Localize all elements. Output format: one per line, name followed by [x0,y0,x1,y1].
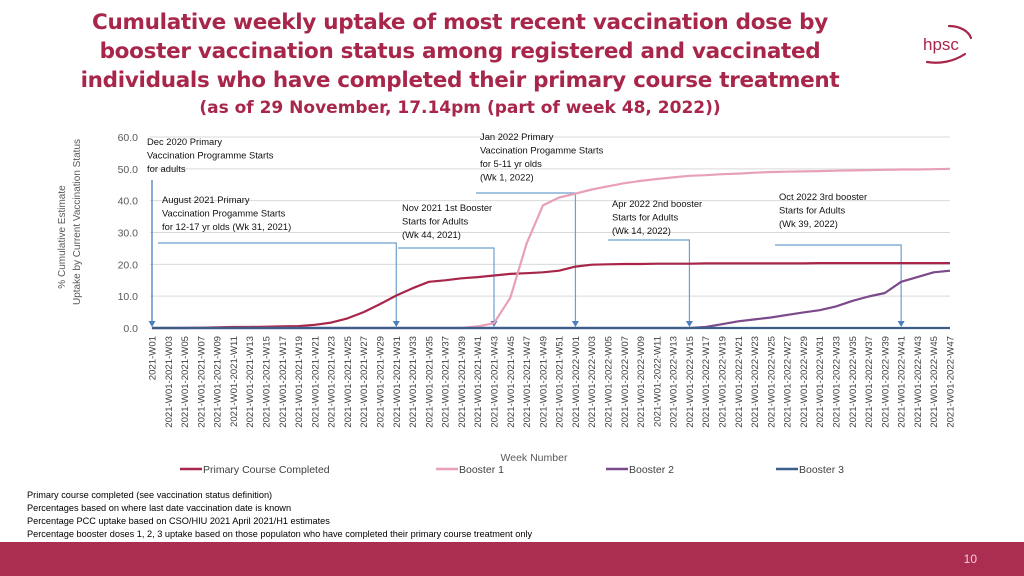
y-axis [118,132,139,335]
x-tick-label: 2021-W01-2022-W37 [864,336,876,428]
y-tick-label: 60.0 [117,132,138,144]
series-line-booster-2 [152,271,950,328]
title-line-3: individuals who have completed their primary course treatment [80,68,840,93]
annotation [775,191,905,327]
annotation-text: for 5-11 yr olds [480,158,542,169]
x-tick-label: 2021-W01-2022-W47 [945,336,957,428]
annotation [476,131,604,327]
x-tick-label: 2021-W01-2022-W03 [587,336,599,428]
annotation [158,194,400,327]
legend-item [776,464,844,476]
x-tick-label: 2021-W01-2021-W21 [310,336,322,428]
x-tick-label: 2021-W01-2021-W43 [489,336,501,428]
x-axis [148,336,957,428]
x-axis-label: Week Number [500,452,568,464]
annotation-text: for 12-17 yr olds (Wk 31, 2021) [162,221,292,232]
x-tick-label: 2021-W01-2021-W29 [375,336,387,428]
x-tick-label: 2021-W01-2021-W51 [554,336,566,428]
annotation-arrow-head [898,321,905,327]
page-number: 10 [963,552,977,566]
x-tick-label: 2021-W01-2021-W41 [473,336,485,428]
footnote: Percentages based on where last date vaccination date is known [27,503,292,513]
footnote: Percentage booster doses 1, 2, 3 uptake based on those populaton who have completed their primary course treatment only [27,529,533,539]
annotation [608,198,702,327]
annotation-leader-line [158,243,396,322]
y-tick-label: 10.0 [117,291,138,304]
x-tick-label: 2021-W01-2021-W05 [180,336,192,428]
annotation-text: Starts for Adults [779,204,846,216]
x-tick-label: 2021-W01-2021-W33 [408,336,420,428]
x-tick-label: 2021-W01-2022-W39 [880,336,892,428]
x-tick-label: 2021-W01-2021-W45 [505,336,517,428]
chart-subtitle: (as of 29 November, 17.14pm (part of week 48, 2022)) [199,98,721,118]
legend-label: Booster 2 [629,464,674,476]
annotation-text: (Wk 39, 2022) [779,218,838,229]
annotation-arrow-head [149,321,156,327]
annotation-arrow-head [393,321,400,327]
x-tick-label: 2021-W01-2021-W27 [359,336,371,428]
annotation-text: (Wk 14, 2022) [612,225,671,236]
annotation-text: August 2021 Primary [162,194,250,205]
x-tick-label: 2021-W01-2022-W07 [619,336,631,428]
legend-item [180,464,330,476]
x-tick-label: 2021-W01-2021-W15 [261,336,273,428]
y-tick-label: 30.0 [117,227,138,240]
x-tick-label: 2021-W01-2022-W23 [750,336,762,428]
x-tick-label: 2021-W01-2021-W49 [538,336,550,428]
title-line-1: Cumulative weekly uptake of most recent vaccination dose by [92,10,828,35]
y-axis-label-line-2: Uptake by Current Vaccination Status [72,138,83,306]
x-tick-label: 2021-W01 [147,336,159,381]
x-tick-label: 2021-W01-2021-W19 [294,336,306,428]
x-tick-label: 2021-W01-2022-W33 [831,336,843,428]
series-line-primary-course-completed [152,263,950,328]
legend-label: Booster 3 [799,464,844,476]
footnote: Percentage PCC uptake based on CSO/HIU 2021 April 2021/H1 estimates [27,516,330,526]
annotation-text: (Wk 44, 2021) [402,229,461,240]
annotation-text: Vaccination Progamme Starts [480,144,604,156]
footer-bar [0,542,1024,576]
x-tick-label: 2021-W01-2022-W35 [847,336,859,428]
x-tick-label: 2021-W01-2022-W09 [636,336,648,428]
y-tick-label: 0.0 [123,323,138,335]
x-tick-label: 2021-W01-2022-W25 [766,336,778,428]
x-tick-label: 2021-W01-2022-W21 [733,336,745,428]
x-tick-label: 2021-W01-2021-W39 [456,336,468,428]
legend-label: Booster 1 [459,464,504,476]
x-tick-label: 2021-W01-2021-W47 [522,336,534,428]
annotation-leader-line [608,240,689,322]
y-axis-label-line-1: % Cumulative Estimate [57,185,68,289]
x-tick-label: 2021-W01-2022-W45 [929,336,941,428]
annotation-text: Starts for Adults [612,211,679,223]
annotation-text: for adults [147,163,186,174]
annotation-text: Vaccination Progamme Starts [162,207,286,219]
x-tick-label: 2021-W01-2021-W07 [196,336,208,428]
x-tick-label: 2021-W01-2022-W01 [570,336,582,428]
x-tick-label: 2021-W01-2021-W31 [391,336,403,428]
x-tick-label: 2021-W01-2021-W37 [440,336,452,428]
annotation-text: Starts for Adults [402,215,469,227]
x-tick-label: 2021-W01-2021-W09 [212,336,224,428]
x-tick-label: 2021-W01-2022-W41 [896,336,908,428]
annotation-text: Oct 2022 3rd booster [779,191,868,202]
legend-item [436,464,504,476]
annotation-text: Nov 2021 1st Booster [402,202,493,213]
x-tick-label: 2021-W01-2022-W31 [815,336,827,428]
annotation-text: Dec 2020 Primary [147,136,223,147]
footnote: Primary course completed (see vaccination status definition) [27,490,273,500]
annotation-leader-line [775,245,901,322]
annotation-text: (Wk 1, 2022) [480,171,534,183]
x-tick-label: 2021-W01-2021-W17 [277,336,289,428]
y-tick-label: 20.0 [117,259,138,272]
title-line-2: booster vaccination status among registered and vaccinated [99,39,821,64]
chart-grid [150,137,950,328]
y-tick-label: 40.0 [117,195,138,208]
x-tick-label: 2021-W01-2021-W11 [228,336,240,428]
legend-item [606,464,674,476]
footnotes [27,489,532,541]
annotation-arrow-head [572,321,579,327]
annotation-text: Apr 2022 2nd booster [612,198,703,209]
x-tick-label: 2021-W01-2022-W15 [684,336,696,428]
y-tick-label: 50.0 [117,163,138,176]
annotation-arrow-head [686,321,693,327]
annotation-leader-line [398,248,494,322]
legend-label: Primary Course Completed [203,464,330,476]
x-tick-label: 2021-W01-2022-W29 [798,336,810,428]
logo-text: hpsc [923,35,959,54]
x-tick-label: 2021-W01-2021-W25 [342,336,354,428]
x-tick-label: 2021-W01-2022-W43 [912,336,924,428]
x-tick-label: 2021-W01-2022-W11 [652,336,664,428]
x-tick-label: 2021-W01-2022-W05 [603,336,615,428]
annotation-text: Vaccination Programme Starts [147,149,274,161]
x-tick-label: 2021-W01-2021-W23 [326,336,338,428]
annotation-text: Jan 2022 Primary [480,131,554,142]
x-tick-label: 2021-W01-2021-W13 [245,336,257,428]
x-tick-label: 2021-W01-2021-W35 [424,336,436,428]
x-tick-label: 2021-W01-2022-W19 [717,336,729,428]
x-tick-label: 2021-W01-2022-W13 [668,336,680,428]
x-tick-label: 2021-W01-2022-W27 [782,336,794,428]
x-tick-label: 2021-W01-2022-W17 [701,336,713,428]
chart-annotations [147,131,905,327]
chart-legend [180,464,844,476]
x-tick-label: 2021-W01-2021-W03 [163,336,175,428]
